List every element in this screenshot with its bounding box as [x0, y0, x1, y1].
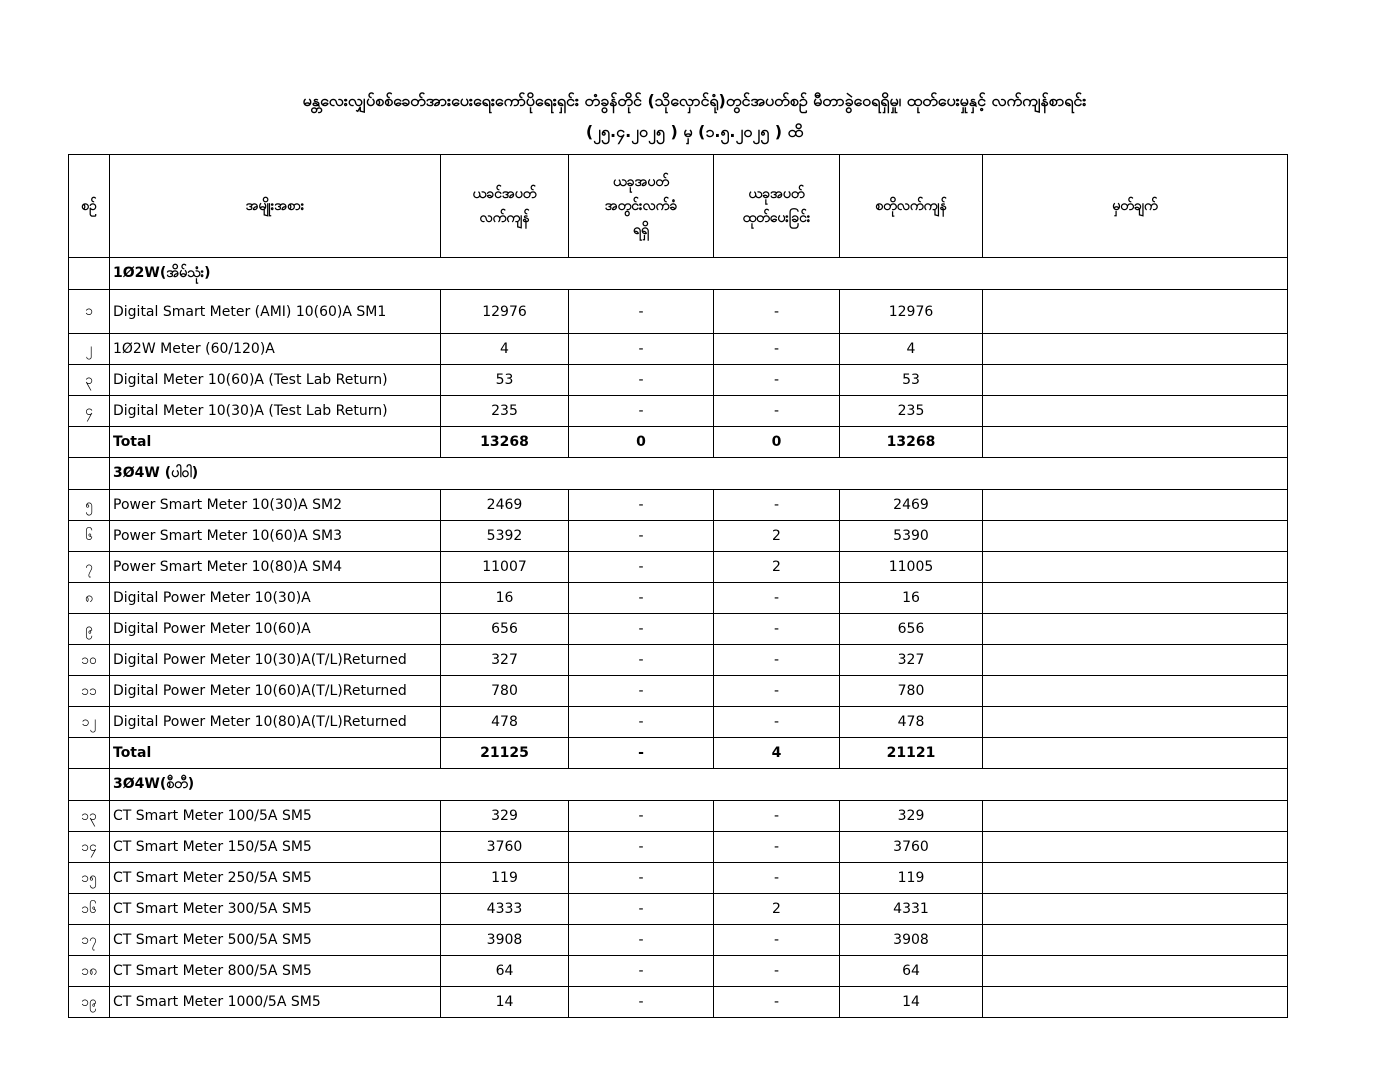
meter-type: 1Ø2W Meter (60/120)A [110, 334, 441, 365]
table-row [69, 863, 1288, 894]
issued-value: 2 [714, 521, 840, 552]
table-row [69, 583, 1288, 614]
row-number: ၁၃ [69, 801, 110, 832]
prev-balance-value: 235 [441, 396, 569, 427]
total-issued: 0 [714, 427, 840, 458]
total-received: - [569, 738, 714, 769]
stock-balance-value: 329 [840, 801, 983, 832]
row-number: ၁၅ [69, 863, 110, 894]
category-label: 1Ø2W(အိမ်သုံး) [110, 258, 1288, 290]
remarks-value [983, 521, 1288, 552]
remarks-value [983, 987, 1288, 1018]
meter-type: Digital Power Meter 10(60)A(T/L)Returned [110, 676, 441, 707]
stock-balance-value: 2469 [840, 490, 983, 521]
meter-type: Digital Power Meter 10(30)A [110, 583, 441, 614]
issued-value: - [714, 583, 840, 614]
table-row [69, 396, 1288, 427]
prev-balance-value: 3908 [441, 925, 569, 956]
total-stock-balance: 21121 [840, 738, 983, 769]
table-row [69, 676, 1288, 707]
remarks-value [983, 832, 1288, 863]
received-value: - [569, 801, 714, 832]
header-received: ယခုအပတ် အတွင်းလက်ခံ ရရှိ [569, 155, 714, 258]
prev-balance-value: 11007 [441, 552, 569, 583]
table-row [69, 987, 1288, 1018]
received-value: - [569, 334, 714, 365]
stock-balance-value: 4 [840, 334, 983, 365]
category-no-cell [69, 458, 110, 490]
issued-value: 2 [714, 552, 840, 583]
issued-value: - [714, 490, 840, 521]
row-number: ၁၀ [69, 645, 110, 676]
table-row [69, 894, 1288, 925]
prev-balance-value: 14 [441, 987, 569, 1018]
prev-balance-value: 53 [441, 365, 569, 396]
received-value: - [569, 956, 714, 987]
issued-value: - [714, 365, 840, 396]
prev-balance-value: 4 [441, 334, 569, 365]
remarks-value [983, 552, 1288, 583]
stock-balance-value: 119 [840, 863, 983, 894]
received-value: - [569, 396, 714, 427]
row-number: ၆ [69, 521, 110, 552]
meter-type: CT Smart Meter 500/5A SM5 [110, 925, 441, 956]
row-number: ၁၂ [69, 707, 110, 738]
table-row [69, 614, 1288, 645]
row-number: ၄ [69, 396, 110, 427]
meter-type: Digital Meter 10(30)A (Test Lab Return) [110, 396, 441, 427]
prev-balance-value: 12976 [441, 290, 569, 334]
meter-type: CT Smart Meter 150/5A SM5 [110, 832, 441, 863]
remarks-value [983, 707, 1288, 738]
received-value: - [569, 614, 714, 645]
row-number: ၂ [69, 334, 110, 365]
table-row [69, 365, 1288, 396]
remarks-value [983, 583, 1288, 614]
total-label: Total [110, 738, 441, 769]
row-number: ၁၁ [69, 676, 110, 707]
stock-balance-value: 780 [840, 676, 983, 707]
remarks-value [983, 365, 1288, 396]
total-no-cell [69, 427, 110, 458]
total-prev-balance: 21125 [441, 738, 569, 769]
issued-value: - [714, 925, 840, 956]
total-received: 0 [569, 427, 714, 458]
table-body [69, 258, 1288, 1018]
received-value: - [569, 645, 714, 676]
meter-type: CT Smart Meter 100/5A SM5 [110, 801, 441, 832]
stock-balance-value: 478 [840, 707, 983, 738]
meter-type: CT Smart Meter 800/5A SM5 [110, 956, 441, 987]
stock-balance-value: 14 [840, 987, 983, 1018]
remarks-value [983, 490, 1288, 521]
remarks-value [983, 925, 1288, 956]
issued-value: - [714, 334, 840, 365]
remarks-value [983, 334, 1288, 365]
issued-value: 2 [714, 894, 840, 925]
row-number: ၉ [69, 614, 110, 645]
received-value: - [569, 894, 714, 925]
total-prev-balance: 13268 [441, 427, 569, 458]
table-row [69, 801, 1288, 832]
prev-balance-value: 16 [441, 583, 569, 614]
category-row [69, 769, 1288, 801]
received-value: - [569, 365, 714, 396]
received-value: - [569, 707, 714, 738]
table-row [69, 290, 1288, 334]
stock-balance-value: 64 [840, 956, 983, 987]
received-value: - [569, 552, 714, 583]
total-remarks [983, 427, 1288, 458]
row-number: ၁၉ [69, 987, 110, 1018]
meter-type: CT Smart Meter 300/5A SM5 [110, 894, 441, 925]
document-title: မန္တလေးလျှပ်စစ်ခေတ်အားပေးရေးကော်ပိုရေးရှင်း တံခွန်တိုင် (သိုလှောင်ရုံ)တွင်အပတ်စဉ် မီတာခွဲဝေရရှိမှု၊ ထုတ်ပေးမှုနှင့် လက်ကျန်စာရင်း [302, 91, 1087, 110]
total-stock-balance: 13268 [840, 427, 983, 458]
stock-balance-value: 4331 [840, 894, 983, 925]
prev-balance-value: 780 [441, 676, 569, 707]
issued-value: - [714, 832, 840, 863]
received-value: - [569, 290, 714, 334]
issued-value: - [714, 676, 840, 707]
issued-value: - [714, 290, 840, 334]
stock-balance-value: 53 [840, 365, 983, 396]
row-number: ၅ [69, 490, 110, 521]
table-row [69, 521, 1288, 552]
row-number: ၈ [69, 583, 110, 614]
stock-balance-value: 3908 [840, 925, 983, 956]
total-label: Total [110, 427, 441, 458]
issued-value: - [714, 396, 840, 427]
received-value: - [569, 863, 714, 894]
category-label: 3Ø4W(စီတီ) [110, 769, 1288, 801]
category-row [69, 458, 1288, 490]
stock-balance-value: 235 [840, 396, 983, 427]
prev-balance-value: 5392 [441, 521, 569, 552]
received-value: - [569, 676, 714, 707]
row-number: ၁၄ [69, 832, 110, 863]
meter-type: Digital Power Meter 10(30)A(T/L)Returned [110, 645, 441, 676]
prev-balance-value: 656 [441, 614, 569, 645]
meter-type: Digital Power Meter 10(60)A [110, 614, 441, 645]
received-value: - [569, 832, 714, 863]
remarks-value [983, 956, 1288, 987]
header-stock-balance: စတိုလက်ကျန် [840, 155, 983, 258]
meter-type: Digital Meter 10(60)A (Test Lab Return) [110, 365, 441, 396]
meter-type: Power Smart Meter 10(80)A SM4 [110, 552, 441, 583]
prev-balance-value: 4333 [441, 894, 569, 925]
prev-balance-value: 327 [441, 645, 569, 676]
table-row [69, 956, 1288, 987]
issued-value: - [714, 645, 840, 676]
issued-value: - [714, 707, 840, 738]
prev-balance-value: 2469 [441, 490, 569, 521]
received-value: - [569, 521, 714, 552]
stock-balance-value: 3760 [840, 832, 983, 863]
row-number: ၁၈ [69, 956, 110, 987]
prev-balance-value: 64 [441, 956, 569, 987]
header-type: အမျိုးအစား [110, 155, 441, 258]
table-row [69, 832, 1288, 863]
prev-balance-value: 119 [441, 863, 569, 894]
remarks-value [983, 614, 1288, 645]
meter-type: CT Smart Meter 250/5A SM5 [110, 863, 441, 894]
table-row [69, 925, 1288, 956]
received-value: - [569, 583, 714, 614]
stock-balance-value: 656 [840, 614, 983, 645]
total-issued: 4 [714, 738, 840, 769]
table-row [69, 334, 1288, 365]
meter-type: Digital Power Meter 10(80)A(T/L)Returned [110, 707, 441, 738]
remarks-value [983, 676, 1288, 707]
stock-balance-value: 5390 [840, 521, 983, 552]
header-remarks: မှတ်ချက် [983, 155, 1288, 258]
category-no-cell [69, 769, 110, 801]
remarks-value [983, 645, 1288, 676]
stock-balance-value: 327 [840, 645, 983, 676]
meter-stock-table [68, 154, 1288, 1018]
issued-value: - [714, 956, 840, 987]
received-value: - [569, 925, 714, 956]
header-issued: ယခုအပတ် ထုတ်ပေးခြင်း [714, 155, 840, 258]
date-range: (၂၅.၄.၂၀၂၅ ) မှ (၁.၅.၂၀၂၅ ) ထိ [585, 122, 804, 141]
issued-value: - [714, 801, 840, 832]
row-number: ၁၆ [69, 894, 110, 925]
meter-type: CT Smart Meter 1000/5A SM5 [110, 987, 441, 1018]
issued-value: - [714, 987, 840, 1018]
received-value: - [569, 987, 714, 1018]
row-number: ၇ [69, 552, 110, 583]
header-no: စဉ် [69, 155, 110, 258]
prev-balance-value: 478 [441, 707, 569, 738]
category-no-cell [69, 258, 110, 290]
remarks-value [983, 894, 1288, 925]
total-no-cell [69, 738, 110, 769]
remarks-value [983, 863, 1288, 894]
category-label: 3Ø4W (ပါဝါ) [110, 458, 1288, 490]
meter-type: Power Smart Meter 10(30)A SM2 [110, 490, 441, 521]
stock-balance-value: 16 [840, 583, 983, 614]
row-number: ၁ [69, 290, 110, 334]
table-row [69, 490, 1288, 521]
total-row [69, 738, 1288, 769]
table-row [69, 552, 1288, 583]
remarks-value [983, 396, 1288, 427]
received-value: - [569, 490, 714, 521]
issued-value: - [714, 863, 840, 894]
category-row [69, 258, 1288, 290]
prev-balance-value: 329 [441, 801, 569, 832]
total-remarks [983, 738, 1288, 769]
meter-type: Digital Smart Meter (AMI) 10(60)A SM1 [110, 290, 441, 334]
row-number: ၃ [69, 365, 110, 396]
header-prev-balance: ယခင်အပတ် လက်ကျန် [441, 155, 569, 258]
issued-value: - [714, 614, 840, 645]
table-row [69, 707, 1288, 738]
row-number: ၁၇ [69, 925, 110, 956]
total-row [69, 427, 1288, 458]
meter-type: Power Smart Meter 10(60)A SM3 [110, 521, 441, 552]
remarks-value [983, 801, 1288, 832]
table-header-row [69, 155, 1288, 258]
remarks-value [983, 290, 1288, 334]
prev-balance-value: 3760 [441, 832, 569, 863]
stock-balance-value: 11005 [840, 552, 983, 583]
table-row [69, 645, 1288, 676]
stock-balance-value: 12976 [840, 290, 983, 334]
